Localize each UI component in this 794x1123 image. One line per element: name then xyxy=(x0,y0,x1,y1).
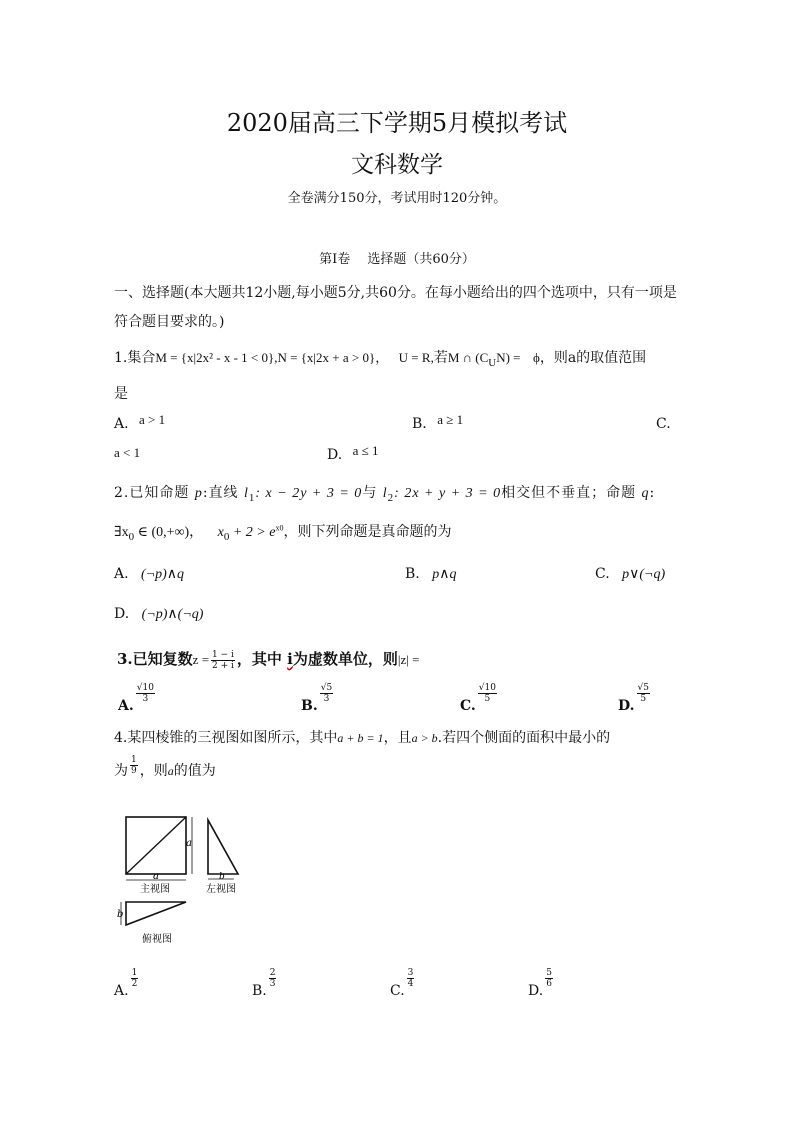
top-view xyxy=(117,902,186,945)
option-label: A. xyxy=(114,416,129,432)
option-numerator: √10 xyxy=(478,683,496,693)
front-width-label: a xyxy=(153,871,159,882)
option-text: (¬p)∧q xyxy=(141,567,185,582)
option-numerator: √5 xyxy=(637,683,649,693)
q2-l2-eq: : 2x + y + 3 = 0 xyxy=(394,486,502,501)
option-label: A. xyxy=(114,982,129,999)
option-fraction xyxy=(131,968,139,989)
q1-cond-sub: U xyxy=(488,356,497,369)
top-height-label: b xyxy=(117,909,124,920)
q2-with: 与 xyxy=(362,485,378,501)
q1-tail: ，则a的取值范围 xyxy=(539,350,647,366)
q1-option-d[interactable] xyxy=(327,443,379,463)
q1-sets: M = {x|2x² - x - 1 < 0},N = {x|2x + a > 0}， xyxy=(155,350,389,365)
q1-universe: U = R, xyxy=(398,350,434,365)
exam-subject: 文科数学 xyxy=(351,152,443,178)
q2-option-d[interactable] xyxy=(114,606,203,623)
three-view-figure xyxy=(110,800,250,950)
option-label: B. xyxy=(301,697,318,714)
option-label: B. xyxy=(252,982,267,999)
q2-tail: ，则下列命题是真命题的为 xyxy=(283,524,452,540)
option-fraction xyxy=(136,683,155,704)
option-numerator: √5 xyxy=(320,683,333,693)
q2-x0: x xyxy=(217,525,224,540)
q4-option-c[interactable] xyxy=(390,968,416,999)
q1-cond: M ∩ (C xyxy=(447,350,489,365)
q3-denominator: 2 + i xyxy=(212,660,234,671)
q1-cond-end: N) = xyxy=(496,350,521,365)
q4-frac-den: 9 xyxy=(131,765,137,776)
q1-stem-line1 xyxy=(114,347,646,369)
section-intro-line2: 符合题目要求的。) xyxy=(114,314,225,330)
q2-interval: ∈ (0,+∞)， xyxy=(134,525,204,540)
option-fraction xyxy=(320,683,333,704)
q3-mid: ，其中 xyxy=(236,650,282,668)
option-numerator: 1 xyxy=(131,968,138,978)
q2-x0-sub: 0 xyxy=(128,530,135,543)
option-numerator: 5 xyxy=(546,968,552,978)
q2-p: p xyxy=(194,486,203,501)
q2-l2-sub: 2 xyxy=(387,491,395,504)
q2-option-c[interactable] xyxy=(595,566,665,583)
q4-text-a: 4.某四棱锥的三视图如图所示，其中 xyxy=(114,730,338,746)
q1-option-c-label[interactable]: C. xyxy=(656,416,671,432)
q2-l1: l xyxy=(243,486,249,501)
option-denominator: 3 xyxy=(323,694,330,704)
option-denominator: 5 xyxy=(640,694,647,704)
q2-text-b: :直线 xyxy=(202,485,239,501)
option-label: A. xyxy=(114,566,129,582)
q4-var: a xyxy=(167,764,174,778)
option-text: a ≥ 1 xyxy=(437,412,464,427)
option-text: p∨(¬q) xyxy=(622,567,666,582)
q2-l2: l xyxy=(382,486,388,501)
option-text: p∧q xyxy=(432,567,457,582)
q4-option-b[interactable] xyxy=(252,968,278,999)
q3-option-a[interactable] xyxy=(118,683,157,714)
exam-note: 全卷满分150分，考试用时120分钟。 xyxy=(287,191,507,206)
q3-z-eq: z = xyxy=(192,652,210,667)
option-fraction xyxy=(478,683,497,704)
section-intro-line1: 一、选择题(本大题共12小题,每小题5分,共60分。在每小题给出的四个选项中，只有一项是 xyxy=(114,285,677,301)
q2-option-b[interactable] xyxy=(405,566,456,583)
section-heading: 第Ⅰ卷 选择题（共60分） xyxy=(319,252,475,267)
option-fraction xyxy=(407,968,415,989)
q4-text-c: .若四个侧面的面积中最小的 xyxy=(437,730,611,746)
q1-option-c-text[interactable]: a < 1 xyxy=(114,445,141,460)
q3-option-c[interactable] xyxy=(460,683,499,714)
q4-text-d: 为 xyxy=(114,763,128,779)
q3-fraction xyxy=(211,650,235,671)
q4-option-d[interactable] xyxy=(528,968,555,999)
q1-stem-line2: 是 xyxy=(114,386,128,402)
q3-stem xyxy=(117,648,419,671)
q2-text-c: 相交但不垂直；命题 xyxy=(501,485,637,501)
q2-option-a[interactable] xyxy=(114,566,184,583)
q4-text-e: ，则 xyxy=(139,763,168,779)
option-text: a ≤ 1 xyxy=(352,443,379,458)
option-denominator: 6 xyxy=(546,979,552,989)
front-height-label: a xyxy=(186,838,192,849)
q3-option-d[interactable] xyxy=(618,683,652,714)
q2-stem-line2 xyxy=(114,521,451,543)
side-view xyxy=(206,820,238,895)
q2-ineq: + 2 > e xyxy=(229,525,276,540)
option-denominator: 2 xyxy=(131,979,138,989)
option-label: D. xyxy=(528,982,544,999)
option-fraction xyxy=(637,683,650,704)
option-label: C. xyxy=(390,982,405,999)
q4-text-f: 的值为 xyxy=(173,763,216,779)
q3-abs: |z| = xyxy=(397,652,420,667)
top-view-caption: 俯视图 xyxy=(142,934,172,945)
option-numerator: 2 xyxy=(269,968,276,978)
option-label: D. xyxy=(618,697,635,714)
option-fraction xyxy=(545,968,553,989)
option-label: A. xyxy=(118,697,134,714)
q3-option-b[interactable] xyxy=(301,683,335,714)
option-label: D. xyxy=(327,447,343,463)
option-label: B. xyxy=(412,416,427,432)
q4-fraction xyxy=(130,755,138,776)
q3-mid2: 为虚数单位，则 xyxy=(292,650,398,668)
q1-option-a[interactable] xyxy=(114,412,166,432)
option-denominator: 3 xyxy=(269,979,276,989)
option-denominator: 5 xyxy=(484,694,491,704)
option-denominator: 4 xyxy=(407,979,414,989)
q1-prefix: 1.集合 xyxy=(114,350,156,366)
option-label: C. xyxy=(595,566,610,582)
exam-title: 2020届高三下学期5月模拟考试 xyxy=(226,109,568,137)
q4-stem-line1 xyxy=(114,727,610,747)
q1-phi: ϕ xyxy=(532,350,540,365)
q2-exists: ∃x xyxy=(114,525,129,540)
option-denominator: 3 xyxy=(142,694,149,704)
front-view xyxy=(126,817,192,895)
side-view-caption: 左视图 xyxy=(206,884,236,895)
option-label: D. xyxy=(114,606,130,622)
q2-text-a: 2.已知命题 xyxy=(114,485,190,501)
q4-frac-num: 1 xyxy=(131,754,137,765)
option-fraction xyxy=(269,968,277,989)
q1-if: 若 xyxy=(433,350,448,366)
q2-exponent: x0 xyxy=(275,523,284,533)
front-view-caption: 主视图 xyxy=(140,884,170,895)
q2-q: q xyxy=(641,486,650,501)
option-text: a > 1 xyxy=(139,412,166,427)
option-label: C. xyxy=(460,697,476,714)
q3-prefix: 3.已知复数 xyxy=(117,650,193,668)
q3-numerator: 1 − i xyxy=(212,649,234,660)
q2-l1-eq: : x − 2y + 3 = 0 xyxy=(255,486,363,501)
q4-text-b: ，且 xyxy=(383,730,412,746)
q3-i: i xyxy=(287,650,293,668)
side-width-label: b xyxy=(219,872,225,882)
option-text: (¬p)∧(¬q) xyxy=(141,607,204,622)
option-label: B. xyxy=(405,566,420,582)
q2-stem-line1 xyxy=(114,482,655,504)
q4-stem-line2 xyxy=(114,754,216,782)
option-numerator: √10 xyxy=(136,683,154,693)
q2-x0-sub2: 0 xyxy=(223,530,230,543)
q2-colon: : xyxy=(649,485,656,501)
q4-eq2: a > b xyxy=(411,731,438,745)
q1-option-b[interactable] xyxy=(412,412,464,432)
q4-eq1: a + b = 1 xyxy=(337,731,384,745)
q2-l1-sub: 1 xyxy=(248,491,256,504)
q4-option-a[interactable] xyxy=(114,968,140,999)
option-numerator: 3 xyxy=(407,968,414,978)
